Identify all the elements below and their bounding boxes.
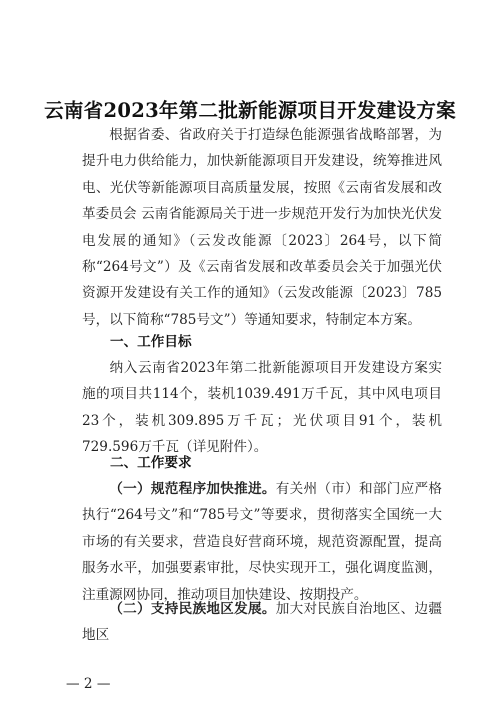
requirement-item-2	[82, 596, 442, 649]
intro-paragraph	[82, 122, 442, 333]
requirement-item-1-lead: （一）规范程序加快推进。	[109, 481, 276, 497]
requirement-item-1-text: 有关州（市）和部门应严格执行“264号文”和“785号文”等要求，贯彻落实全国统一大市场的有关要求，营造良好营商环境，规范资源配置，提高服务水平，加强要素审批，尽快实现开工，强化调度监测，注重源网协同，推动项目加快建设、按期投产。	[82, 481, 442, 603]
requirement-item-1	[82, 476, 442, 608]
intro-text: 根据省委、省政府关于打造绿色能源强省战略部署，为提升电力供给能力，加快新能源项目开发建设，统筹推进风电、光伏等新能源项目高质量发展，按照《云南省发展和改革委员会 云南省能源局关于进一步规范开发行为加快光伏发电发展的通知》（云发改能源〔2023〕264号，以下简称“264号文”）及《云南省发展和改革委员会关于加强光伏资源开发建设有关工作的通知》（云发改能源〔2023〕785号，以下简称“785号文”）等通知要求，特制定本方案。	[82, 127, 442, 328]
page-number: — 2 —	[66, 676, 111, 692]
work-goals-text: 纳入云南省2023年第二批新能源项目开发建设方案实施的项目共114个，装机1039.491万千瓦，其中风电项目23个，装机309.895万千瓦；光伏项目91个，装机729.596万千瓦（详见附件）。	[82, 360, 442, 456]
requirement-item-2-text: 加大对民族自治地区、边疆地区	[82, 601, 442, 644]
document-title: 云南省2023年第二批新能源项目开发建设方案	[44, 99, 456, 122]
section-heading-work-goals: 一、工作目标	[110, 334, 192, 350]
work-goals-paragraph	[82, 355, 442, 461]
section-heading-work-requirements: 二、工作要求	[110, 455, 192, 471]
requirement-item-2-lead: （二）支持民族地区发展。	[109, 601, 276, 617]
